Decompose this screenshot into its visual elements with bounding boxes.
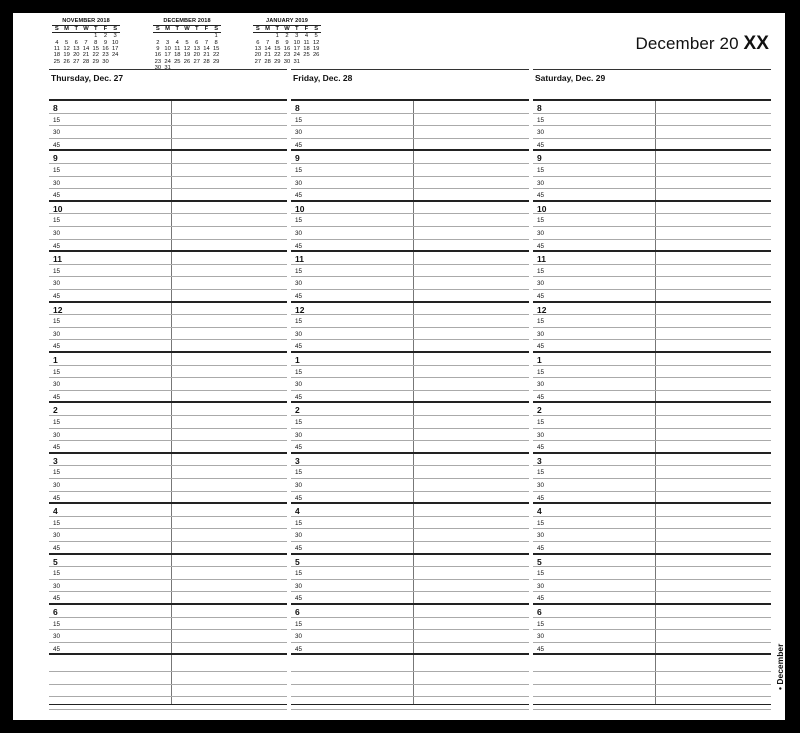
- hour-slot[interactable]: 6: [533, 605, 771, 618]
- mini-calendar-date: [302, 59, 312, 65]
- mini-calendar-date: 11: [53, 46, 60, 53]
- mini-calendar-date: 6: [74, 39, 78, 46]
- mini-calendar-date: 21: [82, 52, 90, 59]
- mini-calendar-date: 17: [111, 46, 119, 53]
- note-line[interactable]: [49, 659, 287, 672]
- weekday-label: F: [103, 25, 108, 32]
- mini-calendar-date: 26: [312, 52, 320, 59]
- mini-calendar-date: 9: [285, 39, 289, 46]
- day-column-thursday: [49, 69, 287, 653]
- quarter-hour-slot[interactable]: 30: [291, 227, 529, 240]
- hour-slot[interactable]: 5: [291, 555, 529, 568]
- note-line[interactable]: [291, 685, 529, 698]
- quarter-hour-slot[interactable]: 15: [291, 164, 529, 177]
- day-column-friday: [291, 69, 529, 653]
- quarter-hour-slot[interactable]: 45: [291, 139, 529, 152]
- quarter-hour-slot[interactable]: 15: [49, 416, 287, 429]
- quarter-hour-slot[interactable]: 15: [533, 517, 771, 530]
- mini-calendar-date: 10: [111, 39, 119, 46]
- quarter-hour-slot[interactable]: 15: [49, 517, 287, 530]
- hour-slot[interactable]: 8: [291, 101, 529, 114]
- note-line[interactable]: [291, 659, 529, 672]
- quarter-hour-slot[interactable]: 30: [291, 277, 529, 290]
- quarter-hour-slot[interactable]: 15: [533, 618, 771, 631]
- mini-calendar-date: 30: [102, 58, 109, 65]
- mini-calendar-date: 11: [303, 39, 310, 46]
- mini-calendar-date: 15: [274, 46, 281, 53]
- hour-slot[interactable]: 6: [49, 605, 287, 618]
- weekday-label: T: [194, 25, 199, 32]
- mini-calendar-november: [52, 18, 120, 65]
- quarter-hour-slot[interactable]: 30: [533, 630, 771, 643]
- quarter-hour-slot[interactable]: 15: [291, 416, 529, 429]
- mini-calendar-date: 27: [254, 58, 262, 65]
- mini-calendar-date: 18: [303, 46, 310, 53]
- quarter-hour-slot[interactable]: 15: [533, 416, 771, 429]
- quarter-hour-slot[interactable]: 45: [49, 391, 287, 404]
- quarter-hour-slot[interactable]: 15: [291, 114, 529, 127]
- hour-slot[interactable]: 4: [291, 504, 529, 517]
- quarter-hour-slot[interactable]: 45: [49, 643, 287, 656]
- hour-slot[interactable]: 10: [291, 202, 529, 215]
- quarter-hour-slot[interactable]: 15: [291, 567, 529, 580]
- quarter-hour-slot[interactable]: 30: [291, 177, 529, 190]
- mini-calendar-date: 15: [92, 46, 99, 53]
- mini-calendar-date: 17: [293, 46, 300, 53]
- mini-calendar-date: 28: [203, 58, 210, 65]
- hour-slot[interactable]: 10: [533, 202, 771, 215]
- quarter-hour-slot[interactable]: 45: [291, 441, 529, 454]
- weekday-label: W: [284, 25, 290, 32]
- quarter-hour-slot[interactable]: 15: [49, 366, 287, 379]
- quarter-hour-slot[interactable]: 15: [291, 265, 529, 278]
- hour-slot[interactable]: 1: [49, 353, 287, 366]
- mini-calendar-date: 16: [283, 46, 291, 53]
- weekday-label: W: [83, 25, 89, 32]
- mini-calendar-date: 5: [314, 33, 318, 40]
- mini-calendar-date: 2: [285, 33, 289, 40]
- mini-calendar-date: 7: [204, 39, 209, 46]
- mini-calendar-date: 18: [174, 52, 181, 59]
- page-title-month-year: December 20: [635, 34, 739, 53]
- mini-calendar-date: 24: [293, 52, 300, 59]
- hour-slot[interactable]: 1: [533, 353, 771, 366]
- quarter-hour-slot[interactable]: 30: [49, 479, 287, 492]
- quarter-hour-slot[interactable]: 30: [291, 529, 529, 542]
- quarter-hour-slot[interactable]: 30: [291, 429, 529, 442]
- mini-calendar-date: 19: [312, 46, 320, 53]
- mini-calendar-date: 11: [174, 46, 181, 53]
- quarter-hour-slot[interactable]: 30: [49, 126, 287, 139]
- quarter-hour-slot[interactable]: 45: [49, 542, 287, 555]
- quarter-hour-slot[interactable]: 45: [533, 492, 771, 505]
- quarter-hour-slot[interactable]: 45: [291, 542, 529, 555]
- day-schedule-grid[interactable]: [291, 99, 529, 705]
- hour-slot[interactable]: 11: [533, 252, 771, 265]
- quarter-hour-slot[interactable]: 30: [533, 378, 771, 391]
- mini-calendar-date: 12: [312, 39, 320, 46]
- quarter-hour-slot[interactable]: 30: [533, 328, 771, 341]
- mini-calendar-december: [153, 18, 221, 72]
- quarter-hour-slot[interactable]: 45: [533, 240, 771, 253]
- quarter-hour-slot[interactable]: 45: [291, 492, 529, 505]
- mini-calendar-date: 1: [94, 33, 98, 40]
- mini-calendar-date: 29: [274, 58, 281, 65]
- hour-slot[interactable]: 9: [291, 151, 529, 164]
- weekday-label: S: [314, 25, 319, 32]
- mini-calendar-date: 4: [304, 33, 309, 40]
- hour-slot[interactable]: 5: [49, 555, 287, 568]
- quarter-hour-slot[interactable]: 30: [533, 429, 771, 442]
- mini-calendar-date: 28: [82, 58, 90, 65]
- mini-calendar-date: 8: [275, 39, 279, 46]
- quarter-hour-slot[interactable]: 30: [533, 126, 771, 139]
- planner-page: [13, 13, 785, 720]
- weekday-label: S: [214, 25, 219, 32]
- mini-calendar-date: 24: [111, 52, 119, 59]
- quarter-hour-slot[interactable]: 30: [291, 328, 529, 341]
- note-line[interactable]: [49, 672, 287, 685]
- quarter-hour-slot[interactable]: 45: [533, 290, 771, 303]
- note-line[interactable]: [533, 659, 771, 672]
- note-line[interactable]: [291, 672, 529, 685]
- mini-calendar-date: 27: [73, 58, 80, 65]
- hour-slot[interactable]: 3: [533, 454, 771, 467]
- quarter-hour-slot[interactable]: 45: [49, 592, 287, 605]
- quarter-hour-slot[interactable]: 45: [49, 189, 287, 202]
- quarter-hour-slot[interactable]: 45: [533, 542, 771, 555]
- weekday-label: F: [304, 25, 309, 32]
- quarter-hour-slot[interactable]: 15: [533, 164, 771, 177]
- mini-calendar-date: 8: [214, 39, 218, 46]
- quarter-hour-slot[interactable]: 45: [533, 139, 771, 152]
- quarter-hour-slot[interactable]: 45: [49, 441, 287, 454]
- quarter-hour-slot[interactable]: 30: [533, 479, 771, 492]
- quarter-hour-slot[interactable]: 30: [49, 580, 287, 593]
- hour-slot[interactable]: 9: [533, 151, 771, 164]
- quarter-hour-slot[interactable]: 45: [533, 391, 771, 404]
- quarter-hour-slot[interactable]: 30: [533, 177, 771, 190]
- quarter-hour-slot[interactable]: 15: [49, 618, 287, 631]
- mini-calendar-weekdays: [52, 26, 120, 33]
- quarter-hour-slot[interactable]: 30: [533, 529, 771, 542]
- mini-calendar-date: 6: [256, 39, 260, 46]
- quarter-hour-slot[interactable]: 45: [291, 340, 529, 353]
- mini-calendar-date: 15: [212, 46, 220, 53]
- weekday-label: W: [184, 25, 190, 32]
- quarter-hour-slot[interactable]: 30: [49, 378, 287, 391]
- quarter-hour-slot[interactable]: 15: [49, 567, 287, 580]
- quarter-hour-slot[interactable]: 30: [49, 429, 287, 442]
- mini-calendar-date: 10: [293, 39, 300, 46]
- mini-calendar-date: 27: [193, 58, 200, 65]
- mini-calendar-date: 23: [283, 52, 291, 59]
- mini-calendar-date: 19: [183, 52, 191, 59]
- mini-calendar-date: 29: [212, 58, 220, 65]
- quarter-hour-slot[interactable]: 15: [533, 265, 771, 278]
- page-title-year-suffix: XX: [743, 33, 769, 54]
- mini-calendar-date: 7: [265, 39, 270, 46]
- hour-slot[interactable]: 12: [49, 303, 287, 316]
- mini-calendar-date: 19: [63, 52, 70, 59]
- mini-calendar-date: 26: [63, 58, 70, 65]
- mini-calendar-weeks: [52, 33, 120, 65]
- quarter-hour-slot[interactable]: 45: [291, 643, 529, 656]
- mini-calendar-date: 8: [94, 39, 98, 46]
- mini-calendar-weeks: [153, 33, 221, 71]
- hour-slot[interactable]: 4: [533, 504, 771, 517]
- quarter-hour-slot[interactable]: 15: [533, 114, 771, 127]
- hour-slot[interactable]: 12: [533, 303, 771, 316]
- hour-slot[interactable]: 11: [291, 252, 529, 265]
- mini-calendar-date: 2: [156, 39, 160, 46]
- day-header: Friday, Dec. 28: [291, 69, 529, 90]
- month-side-tab[interactable]: • December: [775, 643, 785, 690]
- weekday-label: M: [64, 25, 69, 32]
- weekday-label: S: [113, 25, 118, 32]
- quarter-hour-slot[interactable]: 15: [291, 517, 529, 530]
- quarter-hour-slot[interactable]: 45: [49, 290, 287, 303]
- hour-slot[interactable]: 12: [291, 303, 529, 316]
- mini-calendar-title: DECEMBER 2018: [153, 18, 221, 26]
- page-title: [635, 33, 769, 55]
- mini-calendar-date: 16: [154, 52, 162, 59]
- mini-calendar-date: [110, 59, 120, 65]
- note-line[interactable]: [533, 672, 771, 685]
- mini-calendar-date: 16: [102, 46, 109, 53]
- mini-calendar-date: 13: [73, 46, 80, 53]
- mini-calendar-date: 13: [254, 46, 262, 53]
- quarter-hour-slot[interactable]: 30: [291, 126, 529, 139]
- quarter-hour-slot[interactable]: 15: [49, 466, 287, 479]
- mini-calendar-date: 25: [53, 58, 61, 65]
- quarter-hour-slot[interactable]: 15: [533, 366, 771, 379]
- mini-calendar-date: 30: [283, 58, 291, 65]
- quarter-hour-slot[interactable]: 15: [49, 164, 287, 177]
- quarter-hour-slot[interactable]: 45: [291, 240, 529, 253]
- quarter-hour-slot[interactable]: 15: [533, 214, 771, 227]
- mini-calendar-date: 30: [154, 65, 162, 72]
- mini-calendar-date: 22: [92, 52, 99, 59]
- quarter-hour-slot[interactable]: 15: [49, 114, 287, 127]
- mini-calendar-date: 5: [185, 39, 189, 46]
- quarter-hour-slot[interactable]: 15: [533, 466, 771, 479]
- mini-calendar-date: 20: [193, 52, 200, 59]
- quarter-hour-slot[interactable]: 15: [49, 315, 287, 328]
- mini-calendar-date: 13: [193, 46, 200, 53]
- quarter-hour-slot[interactable]: 15: [291, 315, 529, 328]
- mini-calendar-date: 9: [103, 39, 108, 46]
- quarter-hour-slot[interactable]: 30: [291, 580, 529, 593]
- mini-calendar-date: 29: [92, 58, 99, 65]
- mini-calendar-january: [253, 18, 321, 65]
- weekday-label: T: [294, 25, 299, 32]
- quarter-hour-slot[interactable]: 45: [49, 340, 287, 353]
- quarter-hour-slot[interactable]: 30: [49, 328, 287, 341]
- weekday-label: M: [265, 25, 270, 32]
- quarter-hour-slot[interactable]: 30: [533, 227, 771, 240]
- mini-calendar-date: 12: [183, 46, 191, 53]
- note-line[interactable]: [49, 685, 287, 698]
- quarter-hour-slot[interactable]: 45: [291, 189, 529, 202]
- mini-calendar-date: 14: [264, 46, 271, 53]
- mini-calendar-date: 14: [203, 46, 210, 53]
- quarter-hour-slot[interactable]: 30: [49, 277, 287, 290]
- quarter-hour-slot[interactable]: 15: [533, 315, 771, 328]
- hour-slot[interactable]: 6: [291, 605, 529, 618]
- day-schedule-grid[interactable]: [533, 99, 771, 705]
- mini-calendar-date: 31: [293, 58, 300, 65]
- quarter-hour-slot[interactable]: 30: [291, 378, 529, 391]
- mini-calendar-date: 1: [275, 33, 279, 40]
- quarter-hour-slot[interactable]: 45: [49, 139, 287, 152]
- quarter-hour-slot[interactable]: 15: [291, 466, 529, 479]
- mini-calendar-weekdays: [153, 26, 221, 33]
- day-schedule-grid[interactable]: [49, 99, 287, 705]
- mini-calendar-date: 10: [164, 46, 171, 53]
- quarter-hour-slot[interactable]: 30: [533, 277, 771, 290]
- hour-slot[interactable]: 1: [291, 353, 529, 366]
- mini-calendar-date: [311, 59, 321, 65]
- quarter-hour-slot[interactable]: 30: [49, 227, 287, 240]
- mini-calendar-date: 6: [195, 39, 199, 46]
- mini-calendar-date: 24: [164, 58, 171, 65]
- weekday-label: S: [54, 25, 59, 32]
- mini-calendar-date: 25: [174, 58, 181, 65]
- note-line[interactable]: [533, 685, 771, 698]
- mini-calendar-date: 22: [212, 52, 220, 59]
- mini-calendar-date: 1: [214, 33, 218, 40]
- quarter-hour-slot[interactable]: 30: [49, 630, 287, 643]
- mini-calendar-date: 14: [82, 46, 90, 53]
- mini-calendar-date: 4: [175, 39, 179, 46]
- mini-calendar-date: 23: [154, 58, 162, 65]
- quarter-hour-slot[interactable]: 45: [533, 441, 771, 454]
- mini-calendar-date: 31: [164, 65, 171, 72]
- mini-calendar-date: 12: [63, 46, 70, 53]
- mini-calendar-date: 26: [183, 58, 191, 65]
- quarter-hour-slot[interactable]: 15: [49, 214, 287, 227]
- mini-calendar-date: 23: [102, 52, 109, 59]
- hour-slot[interactable]: 11: [49, 252, 287, 265]
- mini-calendar-week: [52, 59, 120, 65]
- quarter-hour-slot[interactable]: 15: [533, 567, 771, 580]
- quarter-hour-slot[interactable]: 15: [291, 618, 529, 631]
- quarter-hour-slot[interactable]: 45: [533, 189, 771, 202]
- mini-calendar-date: 21: [203, 52, 210, 59]
- mini-calendar-title: NOVEMBER 2018: [52, 18, 120, 26]
- quarter-hour-slot[interactable]: 15: [291, 366, 529, 379]
- quarter-hour-slot[interactable]: 30: [533, 580, 771, 593]
- weekday-label: T: [93, 25, 98, 32]
- mini-calendar-date: 20: [254, 52, 262, 59]
- mini-calendar-date: 17: [164, 52, 171, 59]
- hour-slot[interactable]: 3: [49, 454, 287, 467]
- day-column-saturday: [533, 69, 771, 653]
- mini-calendar-title: JANUARY 2019: [253, 18, 321, 26]
- quarter-hour-slot[interactable]: 15: [291, 214, 529, 227]
- quarter-hour-slot[interactable]: 30: [291, 630, 529, 643]
- mini-calendar-date: 21: [264, 52, 271, 59]
- note-line[interactable]: [291, 697, 529, 710]
- weekday-label: S: [155, 25, 160, 32]
- mini-calendar-date: 2: [103, 33, 108, 40]
- note-line[interactable]: [49, 697, 287, 710]
- hour-slot[interactable]: 8: [49, 101, 287, 114]
- weekday-label: T: [275, 25, 280, 32]
- hour-slot[interactable]: 5: [533, 555, 771, 568]
- mini-calendar-date: 4: [55, 39, 59, 46]
- day-header: Thursday, Dec. 27: [49, 69, 287, 90]
- mini-calendar-date: 18: [53, 52, 61, 59]
- quarter-hour-slot[interactable]: 45: [291, 290, 529, 303]
- hour-slot[interactable]: 10: [49, 202, 287, 215]
- hour-slot[interactable]: 2: [533, 403, 771, 416]
- hour-slot[interactable]: 2: [291, 403, 529, 416]
- mini-calendar-week: [253, 59, 321, 65]
- hour-slot[interactable]: 9: [49, 151, 287, 164]
- hour-slot[interactable]: 8: [533, 101, 771, 114]
- note-line[interactable]: [533, 697, 771, 710]
- quarter-hour-slot[interactable]: 45: [533, 340, 771, 353]
- mini-calendar-date: 7: [84, 39, 88, 46]
- quarter-hour-slot[interactable]: 30: [291, 479, 529, 492]
- mini-calendar-date: 25: [303, 52, 310, 59]
- quarter-hour-slot[interactable]: 45: [49, 240, 287, 253]
- mini-calendar-date: 28: [264, 58, 271, 65]
- mini-calendar-date: 3: [113, 33, 117, 40]
- quarter-hour-slot[interactable]: 45: [533, 643, 771, 656]
- mini-calendar-date: 3: [295, 33, 299, 40]
- day-header: Saturday, Dec. 29: [533, 69, 771, 90]
- weekday-label: M: [165, 25, 170, 32]
- mini-calendar-date: 3: [165, 39, 170, 46]
- quarter-hour-slot[interactable]: 30: [49, 529, 287, 542]
- quarter-hour-slot[interactable]: 45: [533, 592, 771, 605]
- quarter-hour-slot[interactable]: 45: [291, 592, 529, 605]
- hour-slot[interactable]: 2: [49, 403, 287, 416]
- mini-calendar-date: 5: [64, 39, 69, 46]
- weekday-label: T: [74, 25, 79, 32]
- hour-slot[interactable]: 4: [49, 504, 287, 517]
- weekday-label: F: [204, 25, 209, 32]
- mini-calendar-date: 9: [156, 46, 160, 53]
- quarter-hour-slot[interactable]: 45: [49, 492, 287, 505]
- weekday-label: S: [255, 25, 260, 32]
- mini-calendar-weekdays: [253, 26, 321, 33]
- quarter-hour-slot[interactable]: 45: [291, 391, 529, 404]
- mini-calendar-weeks: [253, 33, 321, 65]
- mini-calendar-date: 20: [73, 52, 80, 59]
- quarter-hour-slot[interactable]: 15: [49, 265, 287, 278]
- weekday-label: T: [175, 25, 180, 32]
- mini-calendar-date: 22: [274, 52, 281, 59]
- quarter-hour-slot[interactable]: 30: [49, 177, 287, 190]
- hour-slot[interactable]: 3: [291, 454, 529, 467]
